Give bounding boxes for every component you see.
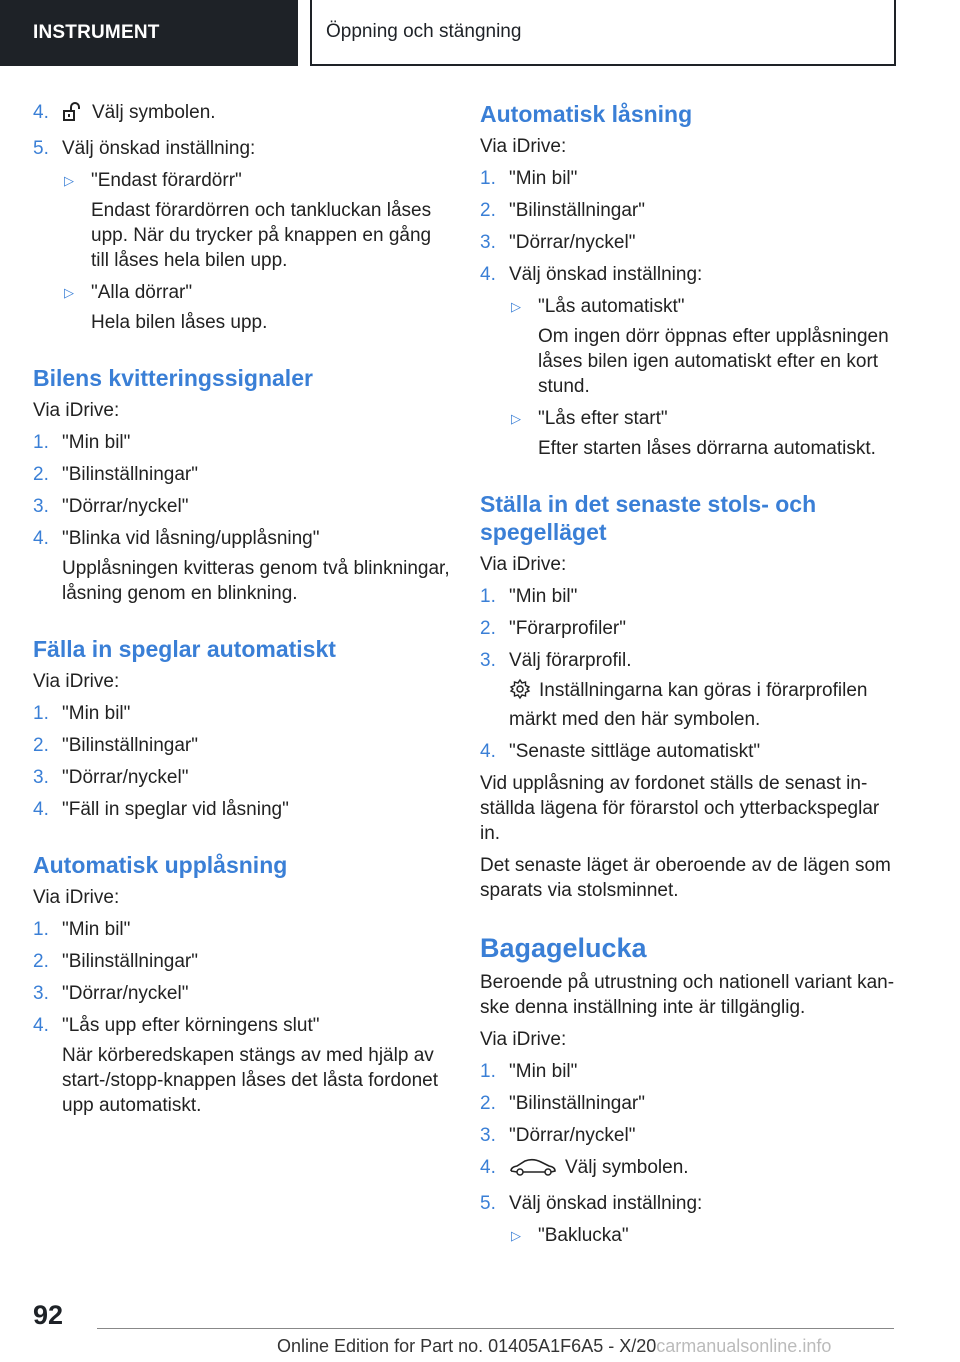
option-label: "Alla dörrar" [91,282,193,303]
list-text: "Fäll in speglar vid låsning" [62,799,289,820]
list-number: 1. [480,1061,496,1082]
list-number: 4. [480,1157,496,1178]
list-item [33,1013,453,1038]
list-number: 3. [33,767,49,788]
list-text: "Bilinställningar" [509,1093,645,1114]
option-label: "Endast förardörr" [91,170,242,191]
list-text: "Lås upp efter körningens slut" [62,1015,320,1036]
list-item [33,494,453,519]
list-text: "Bilinställningar" [62,735,198,756]
list-number: 5. [480,1193,496,1214]
paragraph: Det senaste läget är oberoende av de lägen som sparats via stolsminnet. [480,855,891,901]
list-number: 1. [480,168,496,189]
list-number: 2. [33,464,49,485]
list-item [33,430,453,455]
list-number: 3. [33,983,49,1004]
section-heading: Automatisk låsning [480,101,693,127]
list-number: 4. [33,102,49,123]
via-text: Via iDrive: [33,671,120,692]
section-heading: Bilens kvitteringssignaler [33,365,313,391]
list-text: "Dörrar/nyckel" [62,983,189,1004]
list-item [480,648,900,673]
list-item [33,136,453,161]
list-number: 2. [480,200,496,221]
list-text: "Min bil" [62,919,131,940]
list-item [480,1091,900,1116]
list-number: 3. [33,496,49,517]
list-item [33,462,453,487]
list-item [480,616,900,641]
list-item [33,701,453,726]
triangle-bullet-icon: ▷ [64,173,74,188]
list-number: 1. [33,919,49,940]
car-icon [509,1157,557,1184]
chapter-tab[interactable] [0,0,298,66]
list-text: Välj symbolen. [92,102,216,123]
section-heading: Ställa in det senaste stols- och spegelläget [480,491,817,545]
option-item [480,294,900,319]
list-text: Välj önskad inställning: [509,264,703,285]
list-number: 4. [480,264,496,285]
list-text: Välj önskad inställning: [62,138,256,159]
unlock-icon [62,102,84,129]
list-number: 2. [33,735,49,756]
list-number: 2. [480,1093,496,1114]
section-heading: Fälla in speglar automatiskt [33,636,336,662]
triangle-bullet-icon: ▷ [511,1228,521,1243]
option-item [480,406,900,431]
list-item [33,949,453,974]
list-text: "Min bil" [509,1061,578,1082]
list-item [480,1059,900,1084]
list-number: 3. [480,232,496,253]
option-label: "Lås efter start" [538,408,668,429]
list-item [480,739,900,764]
list-text: "Senaste sittläge automatiskt" [509,741,761,762]
list-text: Välj symbolen. [565,1157,689,1178]
section-tab [310,0,896,66]
left-column [33,100,453,1125]
section-title: Öppning och stängning [326,21,522,42]
list-item [33,797,453,822]
option-label: "Baklucka" [538,1225,629,1246]
via-text: Via iDrive: [480,554,567,575]
gear-icon [509,678,531,707]
paragraph: Vid upplåsning av fordonet ställs de senast inställda lägena för förarstol och ytterbackspeglar in. [480,773,880,844]
via-text: Via iDrive: [33,887,120,908]
via-text: Via iDrive: [480,136,567,157]
footer-edition-text: Online Edition for Part no. 01405A1F6A5 - X/20 [277,1336,657,1356]
option-item [33,280,453,305]
item-desc: När körberedskapen stängs av med hjälp av start-/stopp-knappen låses det låsta fordonet upp automatiskt. [62,1045,439,1116]
profile-note [480,678,900,732]
footer [277,1336,831,1357]
list-number: 2. [33,951,49,972]
list-item [33,526,453,551]
triangle-bullet-icon: ▷ [64,285,74,300]
list-text: "Bilinställningar" [62,464,198,485]
list-number: 1. [33,703,49,724]
right-column [480,100,900,1255]
list-text: "Min bil" [509,168,578,189]
option-desc: Om ingen dörr öppnas efter upplåsningen låses bilen igen automatiskt efter en kort stund. [538,326,889,397]
list-number: 1. [33,432,49,453]
list-item [480,584,900,609]
list-number: 3. [480,1125,496,1146]
list-item [33,981,453,1006]
list-number: 4. [33,528,49,549]
list-item [480,198,900,223]
section-heading: Bagagelucka [480,933,647,963]
page-header [0,0,960,66]
list-item [33,917,453,942]
list-item [33,765,453,790]
list-text: "Min bil" [62,703,131,724]
list-number: 4. [33,1015,49,1036]
page-number: 92 [33,1300,64,1330]
list-number: 1. [480,586,496,607]
list-text: "Bilinställningar" [62,951,198,972]
list-text: "Blinka vid låsning/upplåsning" [62,528,320,549]
triangle-bullet-icon: ▷ [511,299,521,314]
option-item [480,1223,900,1248]
list-item [33,100,453,129]
chapter-title: INSTRUMENT [33,22,160,43]
note-text: Inställningarna kan göras i förarprofilen märkt med den här symbolen. [509,680,868,730]
list-item [480,230,900,255]
list-number: 5. [33,138,49,159]
list-item [480,1123,900,1148]
option-item [33,168,453,193]
list-text: "Dörrar/nyckel" [509,1125,636,1146]
list-text: Välj förarprofil. [509,650,632,671]
list-text: "Min bil" [509,586,578,607]
option-desc: Efter starten låses dörrarna automatiskt. [538,438,876,459]
via-text: Via iDrive: [480,1029,567,1050]
list-text: "Dörrar/nyckel" [62,496,189,517]
list-number: 4. [33,799,49,820]
list-item [33,733,453,758]
item-desc: Upplåsningen kvitteras genom två blinkningar, låsning genom en blinkning. [62,558,450,604]
section-heading: Automatisk upplåsning [33,852,288,878]
list-number: 2. [480,618,496,639]
list-text: "Dörrar/nyckel" [62,767,189,788]
watermark-text: carmanualsonline.info [656,1336,832,1356]
list-number: 4. [480,741,496,762]
list-text: "Min bil" [62,432,131,453]
list-text: Välj önskad inställning: [509,1193,703,1214]
list-item [480,166,900,191]
paragraph: Beroende på utrustning och nationell variant kanske denna inställning inte är tillgänglig. [480,972,895,1018]
triangle-bullet-icon: ▷ [511,411,521,426]
list-number: 3. [480,650,496,671]
list-text: "Förarprofiler" [509,618,626,639]
list-item [480,1191,900,1216]
list-text: "Dörrar/nyckel" [509,232,636,253]
list-item [480,1155,900,1184]
list-item [480,262,900,287]
footer-divider [97,1328,894,1329]
option-label: "Lås automatiskt" [538,296,685,317]
option-desc: Hela bilen låses upp. [91,312,268,333]
list-text: "Bilinställningar" [509,200,645,221]
via-text: Via iDrive: [33,400,120,421]
option-desc: Endast förardörren och tankluckan låses upp. När du trycker på knappen en gång till låses hela bilen upp. [91,200,432,271]
